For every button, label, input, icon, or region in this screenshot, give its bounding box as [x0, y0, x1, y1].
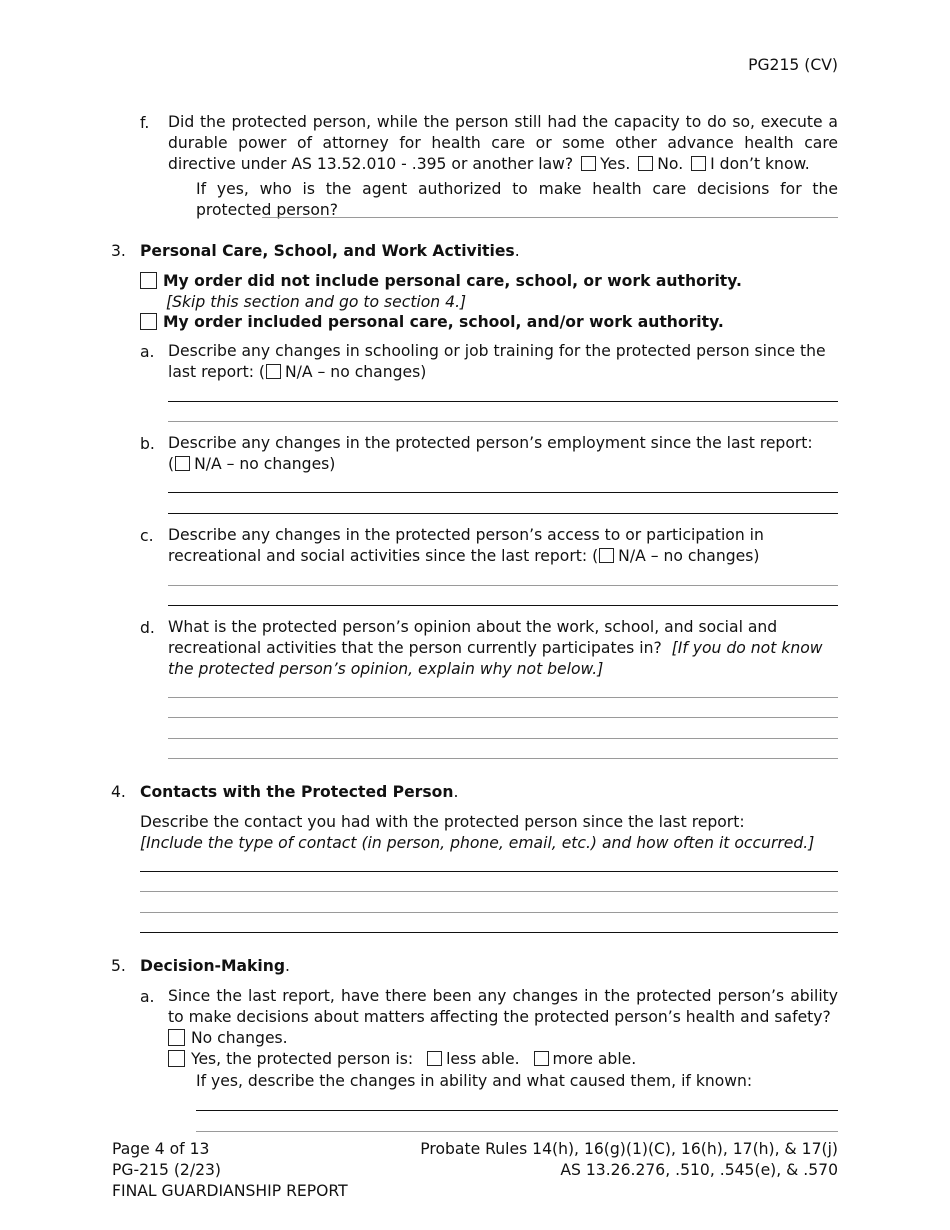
option-yes-ability [168, 1049, 636, 1070]
item-3a-na-label: N/A – no changes) [285, 363, 427, 381]
item-5a-letter: a. [140, 988, 155, 1006]
item-3d-answer-line-3[interactable] [168, 738, 838, 739]
included-label: My order included personal care, school, and/or work authority. [163, 313, 724, 331]
item-3d-answer-line-1[interactable] [168, 697, 838, 698]
item-3a-na-checkbox[interactable] [266, 364, 281, 379]
section4-heading [140, 783, 458, 801]
item-3b-question: Describe any changes in the protected person’s employment since the last report: ( N/A – no changes) [168, 434, 813, 473]
ability-followup: If yes, describe the changes in ability and what caused them, if known: [196, 1072, 753, 1090]
item-f-letter: f. [140, 114, 150, 132]
option-not-included [140, 271, 742, 292]
section5-title: Decision-Making [140, 957, 286, 975]
item-3d-note: [If you do not know the protected person’s opinion, explain why not below.] [168, 639, 823, 678]
item-3a-question: Describe any changes in schooling or job training for the protected person since the last report: ( N/A – no changes) [168, 342, 826, 381]
included-checkbox[interactable] [140, 313, 157, 330]
item-3d-answer-line-4[interactable] [168, 758, 838, 759]
item-3c-text: Describe any changes in the protected person’s access to or participation in recreational and social activities since the last report: [168, 526, 764, 565]
section5-number: 5. [111, 957, 126, 975]
more-able-label: more able. [552, 1050, 637, 1068]
section3-period: . [514, 242, 520, 260]
ability-answer-line-2[interactable] [196, 1131, 838, 1132]
item-3c-na-checkbox[interactable] [599, 548, 614, 563]
section4-note: [Include the type of contact (in person, phone, email, etc.) and how often it occurred.] [140, 834, 815, 852]
dont-know-label: I don’t know. [710, 155, 810, 173]
item-3b-answer-line-2[interactable] [168, 513, 838, 514]
contact-answer-line-1[interactable] [140, 871, 838, 872]
item-3c-question: Describe any changes in the protected person’s access to or participation in recreational and social activities since the last report: ( N/A – no changes) [168, 526, 764, 565]
item-3d-answer-line-2[interactable] [168, 717, 838, 718]
no-checkbox[interactable] [638, 156, 653, 171]
item-3b-na-label: N/A – no changes) [194, 455, 336, 473]
form-code: PG215 (CV) [748, 56, 838, 74]
agent-name-field[interactable] [262, 217, 838, 218]
item-3c-answer-line-1[interactable] [168, 585, 838, 586]
contact-answer-line-4[interactable] [140, 932, 838, 933]
contact-answer-line-2[interactable] [140, 891, 838, 892]
contact-answer-line-3[interactable] [140, 912, 838, 913]
less-able-checkbox[interactable] [427, 1051, 442, 1066]
item-3b-text: Describe any changes in the protected person’s employment since the last report: [168, 434, 813, 452]
section4-title: Contacts with the Protected Person [140, 783, 454, 801]
item-3b-na-checkbox[interactable] [175, 456, 190, 471]
dont-know-checkbox[interactable] [691, 156, 706, 171]
footer-left [112, 1139, 348, 1202]
item-3a-text: Describe any changes in schooling or job training for the protected person since the last report: [168, 342, 826, 381]
option-no-changes [168, 1028, 288, 1049]
section4-period: . [453, 783, 459, 801]
section4-instruction: Describe the contact you had with the protected person since the last report: [140, 813, 745, 831]
section3-number: 3. [111, 242, 126, 260]
page-number: Page 4 of 13 [112, 1140, 210, 1158]
no-label: No. [657, 155, 684, 173]
item-3d-letter: d. [140, 619, 155, 637]
item-3a-letter: a. [140, 343, 155, 361]
no-changes-label: No changes. [191, 1029, 288, 1047]
statutes: AS 13.26.276, .510, .545(e), & .570 [560, 1161, 838, 1179]
option-included [140, 312, 724, 333]
more-able-checkbox[interactable] [534, 1051, 549, 1066]
item-3c-letter: c. [140, 527, 154, 545]
skip-note: [Skip this section and go to section 4.] [166, 293, 467, 311]
item-3c-na-label: N/A – no changes) [618, 547, 760, 565]
form-title: FINAL GUARDIANSHIP REPORT [112, 1182, 348, 1200]
item-3d-question [168, 617, 838, 680]
section5-period: . [285, 957, 291, 975]
section3-title: Personal Care, School, and Work Activities [140, 242, 515, 260]
section5-heading [140, 957, 290, 975]
item-5a-question: Since the last report, have there been any changes in the protected person’s ability to make decisions about matters affecting the protected person’s health and safety? [168, 987, 838, 1026]
item-3a-answer-line-1[interactable] [168, 401, 838, 402]
item-3d-text: What is the protected person’s opinion about the work, school, and social and recreational activities that the person currently participates in? [168, 618, 778, 657]
section4-number: 4. [111, 783, 126, 801]
agent-question: If yes, who is the agent authorized to make health care decisions for the protected person? [196, 180, 838, 219]
less-able-label: less able. [446, 1050, 520, 1068]
item-3a-answer-line-2[interactable] [168, 421, 838, 422]
item-3b-letter: b. [140, 435, 155, 453]
footer-right [420, 1139, 838, 1181]
no-changes-checkbox[interactable] [168, 1029, 185, 1046]
yes-checkbox[interactable] [581, 156, 596, 171]
item-f-text: Did the protected person, while the person still had the capacity to do so, execute a durable power of attorney for health care or some other advance health care directive under AS 13.52.010 - .395 or another law? [168, 113, 838, 173]
item-f-question [168, 112, 838, 175]
item-3b-answer-line-1[interactable] [168, 492, 838, 493]
yes-ability-checkbox[interactable] [168, 1050, 185, 1067]
yes-ability-label: Yes, the protected person is: [191, 1050, 414, 1068]
section3-heading [140, 242, 520, 260]
ability-answer-line-1[interactable] [196, 1110, 838, 1111]
item-3c-answer-line-2[interactable] [168, 605, 838, 606]
form-number: PG-215 (2/23) [112, 1161, 222, 1179]
probate-rules: Probate Rules 14(h), 16(g)(1)(C), 16(h), 17(h), & 17(j) [420, 1140, 838, 1158]
not-included-checkbox[interactable] [140, 272, 157, 289]
not-included-label: My order did not include personal care, school, or work authority. [163, 272, 742, 290]
yes-label: Yes. [600, 155, 631, 173]
